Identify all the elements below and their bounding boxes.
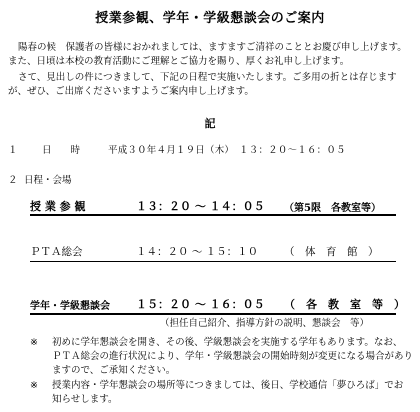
body-paragraph-line: が、ぜひ、ご出席くださいますようご案内申し上げます。 xyxy=(8,86,254,97)
note-line: 授業内容・学年懇談会の場所等につきましては、後日、学校通信「夢ひろば」でお xyxy=(52,380,404,391)
body-paragraph-line: また、日頃は本校の教育活動にご理解とご協力を賜り、厚くお礼申し上げます。 xyxy=(8,56,350,67)
schedule-place: （第5限 各教室等） xyxy=(284,203,381,214)
schedule-place: （ 各 教 室 等 ） xyxy=(284,298,405,311)
note-line: 知らせします。 xyxy=(52,394,118,405)
schedule-time: １５：２０ ～ １６：０５ xyxy=(136,298,265,311)
item-label: 日 時 xyxy=(42,145,81,156)
underline-divider xyxy=(30,214,396,216)
note-mark: ※ xyxy=(30,380,38,391)
schedule-time: １４：２０ ～ １５：１０ xyxy=(136,246,259,258)
page-title: 授業参観、学年・学級懇談会のご案内 xyxy=(95,11,325,26)
item-datetime-value: 平成３０年４月１９日（木） １３：２０～１６：０５ xyxy=(108,145,346,156)
note-line: ますので、ご承知ください。 xyxy=(52,365,176,376)
underline-divider xyxy=(30,261,396,262)
ki-heading: 記 xyxy=(204,117,216,130)
schedule-event: 授 業 参 観 xyxy=(30,200,86,213)
schedule-event: ＰＴＡ総会 xyxy=(30,246,83,258)
note-mark: ※ xyxy=(30,337,38,348)
schedule-row xyxy=(30,296,410,312)
schedule-note: （担任自己紹介、指導方針の説明、懇談会 等） xyxy=(160,318,370,329)
schedule-time: １３：２０ ～ １４：０５ xyxy=(136,200,265,213)
note-line: 初めに学年懇談会を開き、その後、学級懇談会を実施する学年もあります。なお、 xyxy=(52,337,403,348)
body-paragraph-line: さて、見出しの件につきまして、下記の日程で実施いたします。ご多用の折とは存じます xyxy=(18,72,397,83)
schedule-place: （ 体 育 館 ） xyxy=(284,246,379,258)
schedule-row xyxy=(30,244,410,260)
body-paragraph-line: 陽春の候 保護者の皆様におかれましては、ますますご清祥のこととお慶び申し上げます。 xyxy=(18,42,407,53)
note-line: ＰＴＡ総会の進行状況により、学年・学級懇談会の開始時刻が変更になる場合があり xyxy=(52,351,414,362)
item-label: 日程・会場 xyxy=(24,175,72,186)
schedule-row xyxy=(30,198,410,214)
item-number: １ xyxy=(8,145,18,156)
underline-divider xyxy=(30,313,396,315)
schedule-event: 学年・学級懇談会 xyxy=(30,301,110,312)
item-number: ２ xyxy=(8,175,18,186)
